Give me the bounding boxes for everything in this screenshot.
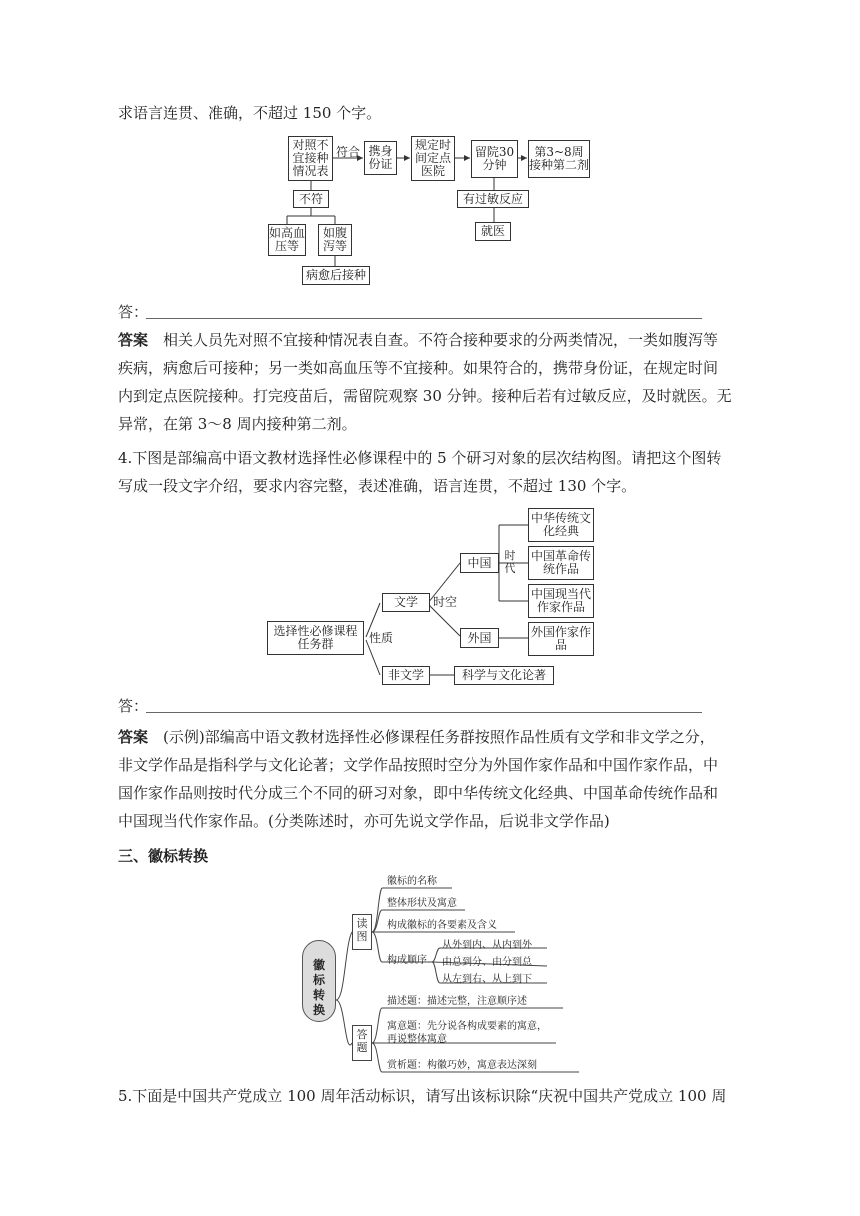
mindmap-order-3: 从左到右、从上到下 [442,974,532,985]
flow-box-id: 携身份证 [364,141,397,175]
flow-box-see-doctor: 就医 [475,222,511,241]
question-4-line-2: 写成一段文字介绍，要求内容完整，表述准确，语言连贯，不超过 130 个字。 [118,477,637,495]
mindmap-read-3: 构成徽标的各要素及含义 [387,920,497,931]
flow-label-match: 符合 [336,145,361,159]
mindmap-order-1: 从外到内、从内到外 [442,940,532,951]
question-4-line-1: 4.下图是部编高中语文教材选择性必修课程中的 5 个研习对象的层次结构图。请把这个图转 [118,449,722,467]
tree-root: 选择性必修课程任务群 [267,621,364,655]
answer-prompt-2: 答： [118,697,149,715]
flow-box-after-recovery: 病愈后接种 [302,266,370,285]
tree-node-traditional-classics: 中华传统文化经典 [528,508,594,542]
mindmap-answer-2a: 寓意题：先分说各构成要素的寓意， [387,1021,547,1032]
mindmap-read: 读图 [356,917,368,943]
mindmap-read-4: 构成顺序 [387,955,427,966]
answer-2-line-1: 答案 (示例)部编高中语文教材选择性必修课程任务群按照作品性质有文学和非文学之分， [118,728,715,746]
mindmap-order-2: 由总到分、由分到总 [442,957,532,968]
flow-box-mismatch: 不符 [293,190,329,208]
intro-line: 求语言连贯、准确，不超过 150 个字。 [118,104,382,122]
mindmap-read-2: 整体形状及寓意 [387,898,457,909]
tree-label-nature: 性质 [369,631,394,645]
answer-2-line-4: 中国现当代作家作品。(分类陈述时，亦可先说文学作品，后说非文学作品) [118,812,610,830]
tree-node-china: 中国 [460,553,499,573]
tree-node-literature: 文学 [382,593,430,612]
answer-1-line-3: 内到定点医院接种。打完疫苗后，需留院观察 30 分钟。接种后若有过敏反应，及时就医。无 [118,387,732,405]
mindmap-answer-1: 描述题：描述完整，注意顺序述 [387,996,527,1007]
answer-2-line-3: 国作家作品则按时代分成三个不同的研习对象，即中华传统文化经典、中国革命传统作品和 [118,784,719,802]
tree-label-era: 时代 [504,549,516,575]
flow-box-blood-pressure: 如高血压等 [268,224,306,256]
flow-box-allergy: 有过敏反应 [457,190,529,208]
flow-box-second-dose: 第3~8周接种第二剂 [528,140,590,178]
mindmap-answer: 答题 [356,1028,368,1054]
answer-label: 答案 [118,331,149,349]
tree-node-revolutionary-works: 中国革命传统作品 [528,546,594,580]
tree-label-spacetime: 时空 [433,595,458,609]
answer-1-line-1: 答案 相关人员先对照不宜接种情况表自查。不符合接种要求的分两类情况，一类如腹泻等 [118,331,719,349]
flow-box-clinic: 规定时间定点医院 [411,136,455,181]
question-5-line-1: 5.下面是中国共产党成立 100 周年活动标识，请写出该标识除“庆祝中国共产党成立 100 周 [118,1087,727,1105]
tree-node-science-essays: 科学与文化论著 [454,666,554,685]
answer-label: 答案 [118,728,149,746]
mindmap-answer-3: 赏析题：构徽巧妙，寓意表达深刻 [387,1060,537,1071]
tree-node-modern-works: 中国现当代作家作品 [528,584,594,618]
mindmap-root: 徽标转换 [312,958,325,1017]
answer-1-line-4: 异常，在第 3～8 周内接种第二剂。 [118,415,357,433]
flow-box-check: 对照不宜接种情况表 [288,136,333,181]
section-3-heading: 三、徽标转换 [118,847,209,865]
tree-node-foreign: 外国 [460,628,499,648]
flow-box-wait: 留院30分钟 [471,140,518,178]
answer-blank-2[interactable] [146,712,702,713]
mindmap-read-1: 徽标的名称 [387,876,437,887]
answer-prompt-1: 答： [118,303,149,321]
mindmap-answer-2b: 再说整体寓意 [387,1034,447,1045]
answer-2-line-2: 非文学作品是指科学与文化论著；文学作品按照时空分为外国作家作品和中国作家作品，中 [118,756,719,774]
tree-node-foreign-works: 外国作家作品 [528,622,594,656]
tree-node-non-literature: 非文学 [382,666,430,685]
answer-1-line-2: 疾病，病愈后可接种；另一类如高血压等不宜接种。如果符合的，携带身份证，在规定时间 [118,359,719,377]
flow-box-diarrhea: 如腹泻等 [318,224,352,256]
answer-blank-1[interactable] [146,318,702,319]
